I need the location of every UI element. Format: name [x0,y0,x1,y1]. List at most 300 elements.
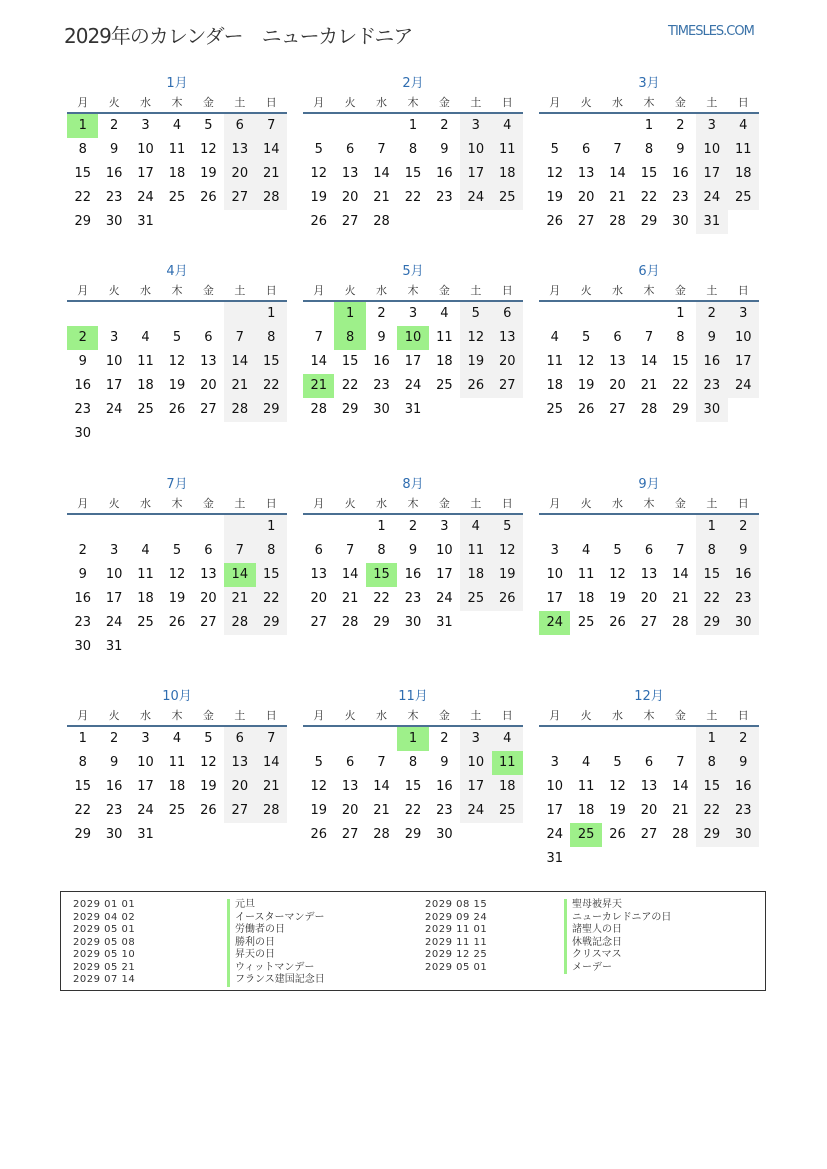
day-cell: 18 [137,591,154,606]
empty-cell [728,398,759,422]
empty-cell [224,210,255,234]
day-cell: 11 [137,354,154,369]
day-cell: 5 [172,543,182,558]
day-cell: 9 [440,142,449,157]
legend-date: 2029 05 21 [73,961,136,973]
day-cell: 30 [696,398,727,422]
day-cell: 10 [137,755,154,770]
weekday-label: 日 [737,96,749,109]
weekday-label: 火 [344,96,356,109]
weekday-label: 金 [674,709,686,722]
month-block [303,74,523,234]
legend-date: 2029 09 24 [425,911,488,923]
day-cell: 12 [310,166,327,181]
day-cell: 28 [224,398,255,422]
day-cell: 22 [256,374,287,398]
day-cell: 9 [440,755,449,770]
day-cell: 20 [341,803,359,818]
day-cell: 7 [613,142,622,157]
day-cell: 3 [460,727,491,751]
day-cell: 24 [546,827,563,842]
weekday-label: 土 [470,96,482,109]
empty-cell [334,727,365,751]
day-cell: 28 [672,615,689,630]
day-cell: 8 [256,539,287,563]
empty-cell [570,302,601,326]
day-cell: 9 [728,539,759,563]
empty-cell [334,114,365,138]
day-cell: 4 [440,306,449,321]
day-cell: 5 [204,731,213,746]
weekday-label: 月 [77,96,89,109]
weekday-label: 日 [501,709,513,722]
weekday-label: 日 [737,284,749,297]
empty-cell [193,422,224,446]
day-cell: 11 [492,138,523,162]
weekday-label: 火 [580,96,592,109]
weekday-label: 金 [674,284,686,297]
day-cell: 14 [224,563,255,587]
day-cell: 11 [436,330,453,345]
day-cell: 22 [373,591,390,606]
day-cell: 27 [200,402,217,417]
day-cell: 7 [256,727,287,751]
weekday-label: 水 [612,709,624,722]
day-cell: 21 [373,803,390,818]
empty-cell [193,210,224,234]
day-cell: 18 [577,803,595,818]
day-cell: 17 [436,567,453,582]
day-cell: 13 [341,779,359,794]
day-cell: 19 [460,350,491,374]
day-cell: 7 [377,142,386,157]
weekday-label: 日 [265,497,277,510]
day-cell: 17 [546,803,563,818]
day-cell: 15 [256,350,287,374]
day-cell: 5 [314,142,323,157]
empty-cell [161,422,192,446]
day-cell: 24 [105,615,123,630]
day-cell: 8 [696,539,727,563]
day-cell: 4 [550,330,559,345]
empty-cell [602,515,633,539]
day-cell: 29 [373,615,390,630]
day-cell: 24 [436,591,453,606]
day-cell: 2 [728,727,759,751]
empty-cell [98,302,129,326]
day-cell: 22 [341,378,359,393]
day-cell: 10 [105,567,123,582]
day-cell: 24 [539,611,570,635]
day-cell: 4 [581,755,591,770]
weekday-label: 金 [674,96,686,109]
empty-cell [633,847,664,871]
day-cell: 10 [436,543,453,558]
legend-holiday-name: クリスマス [564,949,622,962]
day-cell: 1 [644,118,654,133]
weekday-label: 土 [706,96,718,109]
day-cell: 14 [640,354,658,369]
day-cell: 21 [672,803,689,818]
day-cell: 10 [546,779,563,794]
day-cell: 22 [404,190,422,205]
weekday-label: 日 [737,709,749,722]
legend-holiday-name: 休戦記念日 [564,937,622,950]
month-title: 3月 [638,76,660,91]
day-cell: 10 [546,567,563,582]
legend-date: 2029 01 01 [73,899,136,910]
day-cell: 6 [644,543,654,558]
day-cell: 26 [200,190,217,205]
empty-cell [193,823,224,847]
empty-cell [334,515,365,539]
empty-cell [633,302,664,326]
day-cell: 28 [256,799,287,823]
day-cell: 30 [436,827,453,842]
day-grid [67,727,287,847]
day-cell: 29 [640,214,658,229]
weekday-label: 土 [470,284,482,297]
weekday-label: 金 [674,497,686,510]
weekday-label: 火 [344,284,356,297]
weekday-label: 土 [470,709,482,722]
day-cell: 27 [341,214,359,229]
day-cell: 9 [728,751,759,775]
weekday-label: 土 [470,497,482,510]
weekday-label: 金 [202,497,214,510]
day-cell: 2 [440,118,449,133]
day-cell: 16 [74,591,91,606]
empty-cell [161,210,192,234]
day-cell: 28 [256,186,287,210]
day-cell: 29 [404,827,422,842]
day-cell: 31 [105,639,123,654]
day-cell: 19 [200,166,217,181]
day-cell: 6 [204,330,213,345]
day-cell: 8 [256,326,287,350]
empty-cell [224,422,255,446]
month-title: 7月 [166,477,188,492]
day-cell: 20 [609,378,626,393]
day-cell: 10 [105,354,123,369]
day-cell: 27 [200,615,217,630]
day-cell: 16 [105,166,123,181]
day-cell: 16 [728,775,759,799]
day-cell: 9 [109,142,119,157]
weekday-header [539,707,759,727]
weekday-label: 水 [612,96,624,109]
weekday-label: 土 [234,96,246,109]
empty-cell [224,302,255,326]
weekday-header [67,707,287,727]
day-cell: 4 [172,731,182,746]
weekday-label: 土 [234,497,246,510]
day-cell: 19 [492,563,523,587]
day-cell: 5 [550,142,559,157]
day-cell: 6 [492,302,523,326]
day-cell: 4 [581,543,591,558]
empty-cell [366,727,397,751]
empty-cell [193,302,224,326]
empty-cell [633,515,664,539]
day-cell: 30 [728,823,759,847]
day-cell: 27 [341,827,359,842]
empty-cell [256,635,287,659]
day-cell: 29 [672,402,689,417]
empty-cell [570,847,601,871]
day-cell: 8 [408,755,418,770]
empty-cell [303,114,334,138]
weekday-label: 土 [234,709,246,722]
day-cell: 20 [200,378,217,393]
empty-cell [130,422,161,446]
day-cell: 21 [640,378,658,393]
weekday-label: 日 [501,497,513,510]
day-cell: 16 [436,779,453,794]
weekday-label: 水 [376,284,388,297]
day-cell: 13 [200,354,217,369]
weekday-label: 木 [643,497,655,510]
empty-cell [161,823,192,847]
day-cell: 21 [224,587,255,611]
legend-date: 2029 04 02 [73,911,136,923]
day-cell: 6 [644,755,654,770]
month-block [539,262,759,422]
weekday-label: 金 [438,284,450,297]
day-cell: 27 [577,214,595,229]
site-brand-link[interactable]: TIMESLES.COM [668,24,754,39]
day-cell: 22 [640,190,658,205]
day-cell: 26 [609,615,626,630]
day-cell: 21 [609,190,626,205]
day-cell: 31 [404,402,422,417]
empty-cell [397,210,428,234]
empty-cell [633,727,664,751]
weekday-label: 木 [643,96,655,109]
day-cell: 13 [640,779,658,794]
day-cell: 8 [676,330,685,345]
day-cell: 25 [137,402,154,417]
day-cell: 28 [640,402,658,417]
day-cell: 5 [492,515,523,539]
day-cell: 11 [492,751,523,775]
day-cell: 23 [373,378,390,393]
day-cell: 1 [256,302,287,326]
day-cell: 6 [345,755,355,770]
day-cell: 26 [168,402,186,417]
weekday-label: 金 [438,709,450,722]
day-cell: 28 [609,214,626,229]
weekday-label: 月 [77,709,89,722]
weekday-label: 月 [313,96,325,109]
day-cell: 2 [109,118,119,133]
month-block [539,74,759,234]
day-cell: 24 [696,186,727,210]
day-cell: 1 [676,306,685,321]
legend-holiday-name: フランス建国記念日 [227,974,325,987]
day-cell: 12 [546,166,563,181]
month-title: 8月 [402,477,424,492]
empty-cell [602,114,633,138]
weekday-label: 火 [344,497,356,510]
day-cell: 5 [204,118,213,133]
day-cell: 27 [640,615,658,630]
day-cell: 29 [696,611,727,635]
day-cell: 20 [640,803,658,818]
weekday-label: 月 [549,96,561,109]
day-cell: 11 [728,138,759,162]
weekday-label: 水 [140,284,152,297]
day-cell: 15 [74,166,91,181]
empty-cell [539,727,570,751]
weekday-label: 火 [108,497,120,510]
weekday-label: 日 [265,96,277,109]
weekday-label: 火 [580,284,592,297]
day-cell: 2 [696,302,727,326]
day-cell: 20 [577,190,595,205]
day-cell: 20 [224,162,255,186]
legend-holiday-name: ニューカレドニアの日 [564,912,671,925]
day-cell: 25 [436,378,453,393]
weekday-label: 土 [706,497,718,510]
weekday-header [303,495,523,515]
day-cell: 20 [310,591,327,606]
day-cell: 26 [577,402,595,417]
empty-cell [366,114,397,138]
day-cell: 6 [224,114,255,138]
day-cell: 15 [696,775,727,799]
day-cell: 6 [204,543,213,558]
empty-cell [67,515,98,539]
day-cell: 29 [74,827,91,842]
day-cell: 13 [341,166,359,181]
day-cell: 7 [644,330,654,345]
weekday-label: 火 [108,709,120,722]
empty-cell [98,515,129,539]
day-cell: 2 [676,118,685,133]
day-cell: 1 [256,515,287,539]
day-cell: 21 [256,775,287,799]
day-cell: 14 [373,779,390,794]
empty-cell [130,302,161,326]
day-cell: 1 [397,727,428,751]
day-cell: 11 [546,354,563,369]
day-cell: 28 [224,611,255,635]
day-cell: 16 [696,350,727,374]
weekday-label: 木 [407,709,419,722]
month-block [67,475,287,659]
day-cell: 19 [200,779,217,794]
day-cell: 22 [256,587,287,611]
day-cell: 3 [109,330,119,345]
weekday-header [67,94,287,114]
day-cell: 23 [436,190,453,205]
legend-date: 2029 12 25 [425,949,488,960]
day-cell: 23 [696,374,727,398]
day-cell: 3 [550,755,559,770]
day-cell: 17 [105,378,123,393]
empty-cell [303,302,334,326]
day-grid [539,727,759,871]
weekday-label: 水 [140,96,152,109]
day-cell: 24 [137,190,154,205]
day-cell: 23 [74,615,91,630]
weekday-label: 水 [140,497,152,510]
day-cell: 23 [728,799,759,823]
day-cell: 31 [546,851,563,866]
empty-cell [570,727,601,751]
empty-cell [665,727,696,751]
day-cell: 14 [672,779,689,794]
day-cell: 25 [460,587,491,611]
day-cell: 11 [168,142,186,157]
day-cell: 7 [377,755,386,770]
day-cell: 12 [200,755,217,770]
day-cell: 10 [460,138,491,162]
legend-date: 2029 05 01 [425,961,488,973]
empty-cell [256,823,287,847]
day-cell: 18 [492,162,523,186]
weekday-label: 木 [171,96,183,109]
day-cell: 4 [460,515,491,539]
day-cell: 29 [341,402,359,417]
day-cell: 29 [256,398,287,422]
empty-cell [130,635,161,659]
day-cell: 26 [609,827,626,842]
weekday-label: 日 [265,284,277,297]
day-cell: 12 [577,354,595,369]
empty-cell [696,847,727,871]
empty-cell [460,210,491,234]
weekday-label: 水 [612,497,624,510]
day-cell: 4 [492,114,523,138]
day-cell: 28 [373,827,390,842]
day-cell: 20 [640,591,658,606]
weekday-label: 木 [171,497,183,510]
month-block [67,262,287,446]
day-cell: 5 [613,755,622,770]
legend-holiday-name: ウィットマンデー [227,962,314,975]
weekday-label: 木 [643,709,655,722]
day-cell: 31 [137,827,154,842]
month-block [539,475,759,635]
day-cell: 13 [224,138,255,162]
weekday-label: 火 [580,709,592,722]
day-cell: 13 [577,166,595,181]
day-cell: 2 [440,731,449,746]
month-title: 6月 [638,264,660,279]
weekday-label: 月 [313,284,325,297]
day-cell: 17 [404,354,422,369]
day-cell: 10 [397,326,428,350]
day-cell: 23 [105,190,123,205]
day-cell: 25 [492,799,523,823]
day-cell: 12 [168,354,186,369]
day-cell: 28 [373,214,390,229]
month-title: 10月 [162,689,192,704]
day-cell: 25 [577,615,595,630]
weekday-header [303,707,523,727]
day-cell: 22 [404,803,422,818]
day-cell: 8 [696,751,727,775]
day-cell: 17 [728,350,759,374]
day-cell: 6 [581,142,591,157]
weekday-label: 水 [612,284,624,297]
day-cell: 11 [460,539,491,563]
day-cell: 28 [672,827,689,842]
day-cell: 27 [492,374,523,398]
day-cell: 24 [137,803,154,818]
